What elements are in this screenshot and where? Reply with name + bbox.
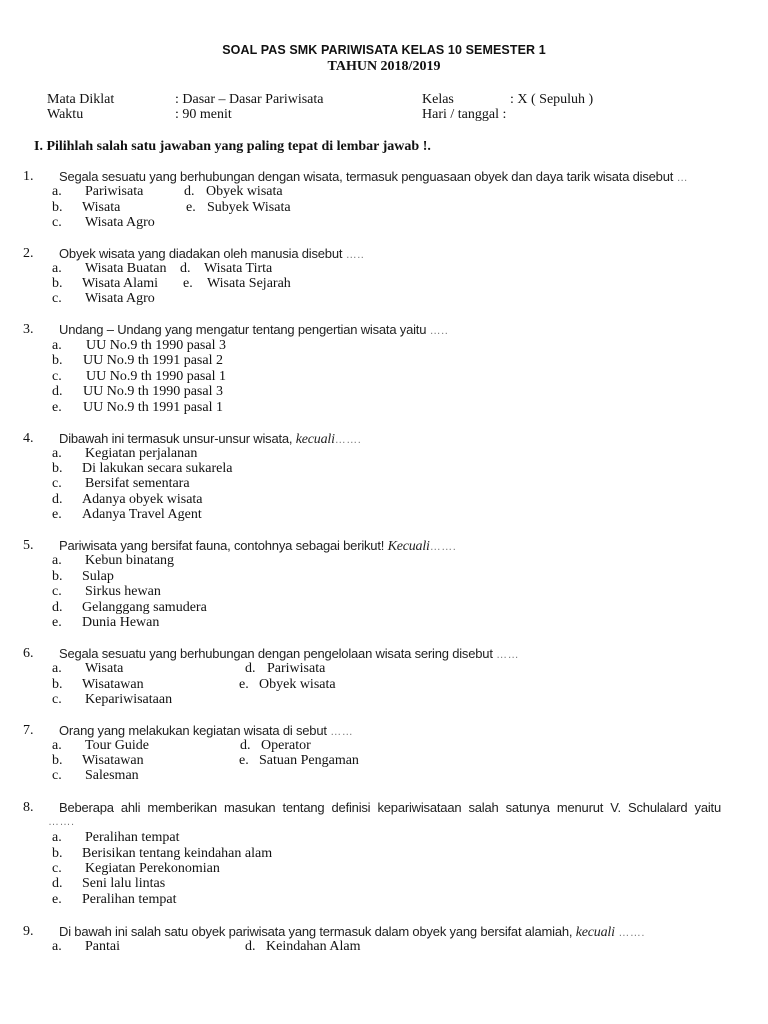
time-label: Waktu [47,107,84,122]
question-number: 3. [23,322,34,337]
class-label: Kelas [422,92,454,107]
class-value: : X ( Sepuluh ) [510,92,594,107]
question-number: 9. [23,924,34,939]
question-text: Undang – Undang yang mengatur tentang pengertian wisata yaitu ….. [59,322,449,337]
question-text: Segala sesuatu yang berhubungan dengan pengelolaan wisata sering disebut …… [59,646,520,661]
question-text: Segala sesuatu yang berhubungan dengan wisata, termasuk penguasaan obyek dan daya tarik wisata disebut … [59,169,689,184]
question-number: 8. [23,800,34,815]
exam-year: TAHUN 2018/2019 [327,59,441,74]
question-text: Beberapa ahli memberikan masukan tentang definisi kepariwisataan salah satunya menurut V. Schulalard yaitu [59,800,721,815]
question-number: 5. [23,538,34,553]
date-label: Hari / tanggal : [422,107,507,122]
question-text: Orang yang melakukan kegiatan wisata di sebut …… [59,723,354,738]
exam-page: SOAL PAS SMK PARIWISATA KELAS 10 SEMESTER 1 TAHUN 2018/2019 Mata Diklat : Dasar – Dasar Pariwisata Kelas : X ( Sepuluh ) Waktu : 90 menit Hari / tanggal : I. Pilihlah salah satu jawaban yang paling tepat di lembar jawab !. 1. Segala sesuatu yang berhubungan dengan wisata, termasuk penguasaan obyek dan daya tarik wisata disebut … a. Pariwisata b. Wisata c. Wisata Agro d. Obyek wisata e. Subyek Wisata 2. Obyek wisata yang diadakan oleh manusia disebut ….. a. Wisata Buatan b. Wisata Alami c. Wisata Agro d. Wisata Tirta e. Wisata Sejarah 3. Undang – Undang yang mengatur tentang pengertian wisata yaitu ….. a. UU No.9 th 1990 pasal 3 b. UU No.9 th 1991 pasal 2 c. UU No.9 th 1990 pasal 1 d. UU No.9 th 1990 pasal 3 e. UU No.9 th 1991 pasal 1 4. Dibawah ini termasuk unsur-unsur wisata, kecuali……. a. Kegiatan perjalanan b. Di lakukan secara sukarela c. Bersifat sementara d. Adanya obyek wisata e. Adanya Travel Agent 5. Pariwisata yang bersifat fauna, contohnya sebagai berikut! Kecuali……. a. Kebun binatang b. Sulap c. Sirkus hewan d. Gelanggang samudera e. Dunia Hewan 6. Segala sesuatu yang berhubungan dengan pengelolaan wisata sering disebut …… a. Wisata b. Wisatawan c. Kepariwisataan d. Pariwisata e. Obyek wisata 7. Orang yang melakukan kegiatan wisata di sebut …… a. Tour Guide b. Wisatawan c. Salesman d. Operator e. Satuan Pengaman 8. Beberapa ahli memberikan masukan tentang definisi kepariwisataan salah satunya menurut V. Schulalard yaitu ……. a. Peralihan tempat b. Berisikan tentang keindahan alam c. Kegiatan Perekonomian d. Seni lalu lintas e. Peralihan tempat 9. Di bawah ini salah satu obyek pariwisata yang termasuk dalam obyek yang bersifat alamiah, kecuali ……. a. Pantai d. Keindahan Alam [0,0,768,1024]
exam-title: SOAL PAS SMK PARIWISATA KELAS 10 SEMESTER 1 [222,43,546,57]
instruction: I. Pilihlah salah satu jawaban yang paling tepat di lembar jawab !. [34,139,431,154]
question-text: Pariwisata yang bersifat fauna, contohnya sebagai berikut! Kecuali……. [59,538,457,554]
question-number: 2. [23,246,34,261]
question-text: Obyek wisata yang diadakan oleh manusia disebut ….. [59,246,365,261]
question-number: 6. [23,646,34,661]
question-number: 1. [23,169,34,184]
subject-value: : Dasar – Dasar Pariwisata [175,92,324,107]
question-text: Di bawah ini salah satu obyek pariwisata yang termasuk dalam obyek yang bersifat alamiah, kecuali ……. [59,924,645,940]
question-dots: ……. [48,816,75,828]
time-value: : 90 menit [175,107,232,122]
question-number: 4. [23,431,34,446]
question-text: Dibawah ini termasuk unsur-unsur wisata, kecuali……. [59,431,362,447]
subject-label: Mata Diklat [47,92,115,107]
question-number: 7. [23,723,34,738]
